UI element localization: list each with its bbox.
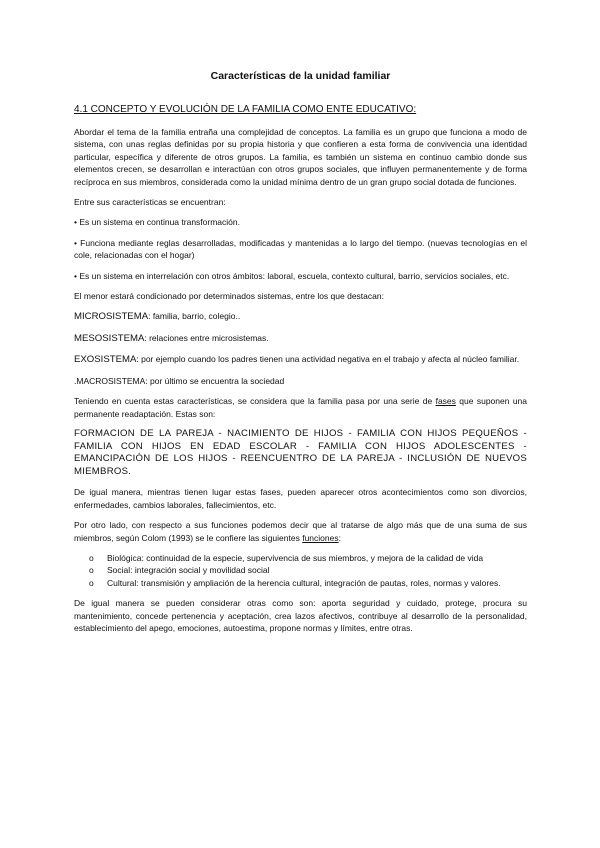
mesosystem-paragraph	[74, 332, 527, 345]
events-paragraph: De igual manera, mientras tienen lugar estas fases, pueden aparecer otros acontecimientos como son divorcios, enfermedades, cambios laborales, fallecimientos, etc.	[74, 487, 527, 510]
exosystem-text: : por ejemplo cuando los padres tienen una actividad negativa en el trabajo y afecta al núcleo familiar.	[136, 354, 520, 365]
section-heading: 4.1 CONCEPTO Y EVOLUCIÓN DE LA FAMILIA COMO ENTE EDUCATIVO:	[74, 104, 417, 115]
function-item	[74, 552, 527, 564]
document-title: Características de la unidad familiar	[210, 70, 391, 82]
functions-intro-before: Por otro lado, con respecto a sus funciones podemos decir que al tratarse de algo más que de una suma de sus miembros, según Colom (1993) se le confiere las siguientes	[74, 520, 527, 543]
closing-paragraph: De igual manera se pueden considerar otras como son: aporta seguridad y cuidado, protege, procura su mantenimiento, concede pertenencia y aceptación, crea lazos afectivos, contribuye al desarrollo de la personalidad, establecimiento del apego, emociones, autoestima, propone normas y límites, entre otras.	[74, 598, 527, 633]
systems-intro: El menor estará condicionado por determinados sistemas, entre los que destacan:	[74, 291, 384, 302]
function-text: Biológica: continuidad de la especie, supervivencia de sus miembros, y mejora de la calidad de vida	[107, 552, 484, 563]
macrosystem-label: .MACROSISTEMA	[74, 375, 146, 386]
phases-intro	[74, 395, 527, 420]
functions-intro-after: :	[338, 532, 341, 543]
function-text: Cultural: transmisión y ampliación de la herencia cultural, integración de pautas, roles, normas y valores.	[107, 577, 501, 588]
characteristics-intro: Entre sus características se encuentran:	[74, 197, 226, 208]
mesosystem-label: MESOSISTEMA	[74, 332, 145, 344]
exosystem-paragraph	[74, 353, 527, 366]
microsystem-text: : familia, barrio, colegio..	[148, 311, 241, 322]
mesosystem-text: : relaciones entre microsistemas.	[144, 332, 269, 343]
characteristic-item-2: • Funciona mediante reglas desarrolladas, modificadas y mantenidas a lo largo del tiempo. (nuevas tecnologías en el cole, relacionadas con el hogar)	[74, 237, 527, 261]
macrosystem-text: : por último se encuentra la sociedad	[145, 375, 285, 386]
phases-list: FORMACION DE LA PAREJA - NACIMIENTO DE HIJOS - FAMILIA CON HIJOS PEQUEÑOS - FAMILIA CON HIJOS EN EDAD ESCOLAR - FAMILIA CON HIJOS ADOLESCENTES - EMANCIPACIÓN DE LOS HIJOS - REENCUENTRO DE LA PAREJA - INCLUSIÓN DE NUEVOS MIEMBROS.	[74, 427, 527, 477]
characteristic-item-3: • Es un sistema en interrelación con otros ámbitos: laboral, escuela, contexto cultural, barrio, servicios sociales, etc.	[74, 270, 510, 281]
phases-intro-before: Teniendo en cuenta estas características, se considera que la familia pasa por una serie de	[74, 396, 436, 407]
bullet-marker: o	[89, 552, 94, 563]
bullet-marker: o	[89, 565, 94, 576]
functions-list	[74, 552, 527, 589]
phases-word: fases	[435, 396, 456, 407]
document-page	[74, 70, 527, 642]
phases-intro-after: que suponen una permanente readaptación. Estas son:	[74, 396, 528, 419]
function-item	[74, 564, 527, 576]
functions-intro	[74, 519, 527, 544]
microsystem-paragraph	[74, 310, 527, 323]
microsystem-label: MICROSISTEMA	[74, 311, 149, 323]
intro-paragraph: Abordar el tema de la familia entraña una complejidad de conceptos. La familia es un grupo que funciona a modo de sistema, con unas reglas definidas por su propia historia y que confieren a esta forma de convivencia una identidad particular, específica y diferente de otros grupos. La familia, es también un sistema en continuo cambio donde sus elementos crecen, se desarrollan e interactúan con otros grupos sociales, que influyen permanentemente y de forma recíproca en sus miembros, considerada como la unidad mínima dentro de un gran grupo social dotada de funciones.	[74, 127, 527, 187]
functions-word: funciones	[302, 532, 339, 543]
macrosystem-paragraph	[74, 375, 527, 387]
function-item	[74, 577, 527, 589]
characteristic-item-1: • Es un sistema en continua transformación.	[74, 217, 240, 228]
bullet-marker: o	[89, 577, 94, 588]
function-text: Social: integración social y movilidad social	[107, 565, 270, 576]
exosystem-label: EXOSISTEMA	[74, 354, 137, 366]
